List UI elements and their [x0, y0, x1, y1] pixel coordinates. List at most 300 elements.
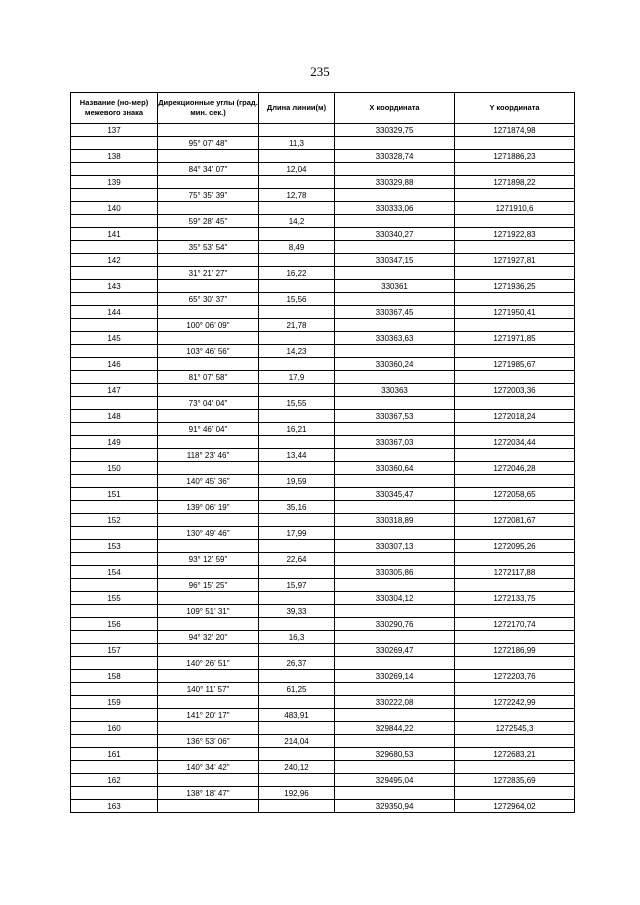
table-row	[71, 423, 575, 436]
y-coordinate-cell-empty	[455, 345, 575, 358]
point-name-cell: 161	[71, 748, 158, 761]
table-header-row	[71, 93, 575, 124]
table-row	[71, 618, 575, 631]
x-coordinate-cell-empty	[335, 319, 455, 332]
length-cell-empty	[259, 280, 335, 293]
y-coordinate-cell-empty	[455, 579, 575, 592]
length-cell-empty	[259, 696, 335, 709]
angle-cell-empty	[158, 774, 259, 787]
direction-angle-cell: 91° 46' 04"	[158, 423, 259, 436]
direction-angle-cell: 31° 21' 27"	[158, 267, 259, 280]
x-coordinate-cell: 330329,75	[335, 124, 455, 137]
x-coordinate-cell: 330269,14	[335, 670, 455, 683]
x-coordinate-cell-empty	[335, 215, 455, 228]
y-coordinate-cell: 1272186,99	[455, 644, 575, 657]
point-name-cell-empty	[71, 319, 158, 332]
x-coordinate-cell-empty	[335, 501, 455, 514]
x-coordinate-cell: 330222,08	[335, 696, 455, 709]
x-coordinate-cell: 330304,12	[335, 592, 455, 605]
direction-angle-cell: 93° 12' 59"	[158, 553, 259, 566]
table-row	[71, 163, 575, 176]
point-name-cell: 144	[71, 306, 158, 319]
length-cell-empty	[259, 670, 335, 683]
angle-cell-empty	[158, 176, 259, 189]
boundary-coordinates-table	[70, 92, 575, 813]
line-length-cell: 39,33	[259, 605, 335, 618]
y-coordinate-cell: 1271910,6	[455, 202, 575, 215]
point-name-cell: 148	[71, 410, 158, 423]
y-coordinate-cell-empty	[455, 501, 575, 514]
y-coordinate-cell-empty	[455, 475, 575, 488]
line-length-cell: 13,44	[259, 449, 335, 462]
point-name-cell-empty	[71, 293, 158, 306]
direction-angle-cell: 136° 53' 06"	[158, 735, 259, 748]
angle-cell-empty	[158, 332, 259, 345]
angle-cell-empty	[158, 410, 259, 423]
length-cell-empty	[259, 358, 335, 371]
y-coordinate-cell: 1272170,74	[455, 618, 575, 631]
length-cell-empty	[259, 124, 335, 137]
x-coordinate-cell: 330290,76	[335, 618, 455, 631]
point-name-cell-empty	[71, 579, 158, 592]
table-row	[71, 293, 575, 306]
angle-cell-empty	[158, 592, 259, 605]
point-name-cell-empty	[71, 683, 158, 696]
y-coordinate-cell: 1272003,36	[455, 384, 575, 397]
direction-angle-cell: 140° 11' 57"	[158, 683, 259, 696]
line-length-cell: 16,22	[259, 267, 335, 280]
line-length-cell: 240,12	[259, 761, 335, 774]
x-coordinate-cell-empty	[335, 371, 455, 384]
header-x-coordinate: X координата	[335, 93, 455, 124]
length-cell-empty	[259, 306, 335, 319]
angle-cell-empty	[158, 618, 259, 631]
angle-cell-empty	[158, 436, 259, 449]
point-name-cell: 159	[71, 696, 158, 709]
angle-cell-empty	[158, 514, 259, 527]
direction-angle-cell: 96° 15' 25"	[158, 579, 259, 592]
x-coordinate-cell-empty	[335, 735, 455, 748]
point-name-cell: 154	[71, 566, 158, 579]
y-coordinate-cell: 1271936,25	[455, 280, 575, 293]
length-cell-empty	[259, 332, 335, 345]
line-length-cell: 26,37	[259, 657, 335, 670]
table-row	[71, 800, 575, 813]
point-name-cell-empty	[71, 371, 158, 384]
x-coordinate-cell-empty	[335, 579, 455, 592]
table-row	[71, 345, 575, 358]
table-row	[71, 306, 575, 319]
table-row	[71, 267, 575, 280]
point-name-cell: 157	[71, 644, 158, 657]
y-coordinate-cell: 1272835,69	[455, 774, 575, 787]
x-coordinate-cell-empty	[335, 683, 455, 696]
y-coordinate-cell: 1271886,23	[455, 150, 575, 163]
table-row	[71, 124, 575, 137]
point-name-cell-empty	[71, 631, 158, 644]
x-coordinate-cell-empty	[335, 449, 455, 462]
table-row	[71, 332, 575, 345]
line-length-cell: 8,49	[259, 241, 335, 254]
table-row	[71, 137, 575, 150]
direction-angle-cell: 140° 34' 42"	[158, 761, 259, 774]
y-coordinate-cell-empty	[455, 735, 575, 748]
x-coordinate-cell-empty	[335, 189, 455, 202]
point-name-cell-empty	[71, 163, 158, 176]
table-row	[71, 670, 575, 683]
x-coordinate-cell-empty	[335, 475, 455, 488]
direction-angle-cell: 139° 06' 19"	[158, 501, 259, 514]
y-coordinate-cell-empty	[455, 397, 575, 410]
line-length-cell: 15,55	[259, 397, 335, 410]
point-name-cell: 147	[71, 384, 158, 397]
angle-cell-empty	[158, 800, 259, 813]
direction-angle-cell: 59° 28' 45"	[158, 215, 259, 228]
length-cell-empty	[259, 462, 335, 475]
table-row	[71, 735, 575, 748]
x-coordinate-cell-empty	[335, 709, 455, 722]
x-coordinate-cell-empty	[335, 631, 455, 644]
angle-cell-empty	[158, 280, 259, 293]
length-cell-empty	[259, 410, 335, 423]
point-name-cell-empty	[71, 345, 158, 358]
table-row	[71, 358, 575, 371]
x-coordinate-cell: 330361	[335, 280, 455, 293]
length-cell-empty	[259, 254, 335, 267]
table-row	[71, 579, 575, 592]
line-length-cell: 214,04	[259, 735, 335, 748]
direction-angle-cell: 95° 07' 48"	[158, 137, 259, 150]
point-name-cell: 140	[71, 202, 158, 215]
y-coordinate-cell: 1272203,76	[455, 670, 575, 683]
length-cell-empty	[259, 540, 335, 553]
angle-cell-empty	[158, 150, 259, 163]
length-cell-empty	[259, 202, 335, 215]
angle-cell-empty	[158, 202, 259, 215]
point-name-cell-empty	[71, 709, 158, 722]
x-coordinate-cell: 330269,47	[335, 644, 455, 657]
y-coordinate-cell-empty	[455, 189, 575, 202]
line-length-cell: 192,96	[259, 787, 335, 800]
line-length-cell: 11,3	[259, 137, 335, 150]
x-coordinate-cell-empty	[335, 787, 455, 800]
direction-angle-cell: 73° 04' 04"	[158, 397, 259, 410]
x-coordinate-cell: 330367,03	[335, 436, 455, 449]
table-row	[71, 501, 575, 514]
line-length-cell: 12,04	[259, 163, 335, 176]
point-name-cell: 145	[71, 332, 158, 345]
table-row	[71, 436, 575, 449]
point-name-cell: 151	[71, 488, 158, 501]
direction-angle-cell: 140° 26' 51"	[158, 657, 259, 670]
angle-cell-empty	[158, 254, 259, 267]
table-row	[71, 553, 575, 566]
x-coordinate-cell: 329350,94	[335, 800, 455, 813]
length-cell-empty	[259, 722, 335, 735]
direction-angle-cell: 35° 53' 54"	[158, 241, 259, 254]
direction-angle-cell: 118° 23' 46"	[158, 449, 259, 462]
x-coordinate-cell-empty	[335, 605, 455, 618]
y-coordinate-cell-empty	[455, 657, 575, 670]
point-name-cell: 150	[71, 462, 158, 475]
point-name-cell-empty	[71, 605, 158, 618]
point-name-cell-empty	[71, 735, 158, 748]
table-row	[71, 228, 575, 241]
x-coordinate-cell: 330333,06	[335, 202, 455, 215]
point-name-cell-empty	[71, 215, 158, 228]
angle-cell-empty	[158, 462, 259, 475]
angle-cell-empty	[158, 124, 259, 137]
x-coordinate-cell: 330329,88	[335, 176, 455, 189]
x-coordinate-cell-empty	[335, 761, 455, 774]
x-coordinate-cell-empty	[335, 553, 455, 566]
y-coordinate-cell: 1271950,41	[455, 306, 575, 319]
length-cell-empty	[259, 228, 335, 241]
x-coordinate-cell: 330360,24	[335, 358, 455, 371]
x-coordinate-cell: 330360,64	[335, 462, 455, 475]
angle-cell-empty	[158, 644, 259, 657]
x-coordinate-cell: 329495,04	[335, 774, 455, 787]
table-row	[71, 475, 575, 488]
y-coordinate-cell: 1272545,3	[455, 722, 575, 735]
table-row	[71, 319, 575, 332]
angle-cell-empty	[158, 566, 259, 579]
table-row	[71, 683, 575, 696]
line-length-cell: 35,16	[259, 501, 335, 514]
y-coordinate-cell: 1272058,65	[455, 488, 575, 501]
point-name-cell-empty	[71, 189, 158, 202]
header-point-name: Название (но-мер) межевого знака	[71, 93, 158, 124]
y-coordinate-cell: 1271971,85	[455, 332, 575, 345]
point-name-cell-empty	[71, 553, 158, 566]
table-row	[71, 696, 575, 709]
y-coordinate-cell: 1272683,21	[455, 748, 575, 761]
line-length-cell: 14,2	[259, 215, 335, 228]
y-coordinate-cell-empty	[455, 553, 575, 566]
length-cell-empty	[259, 592, 335, 605]
point-name-cell-empty	[71, 761, 158, 774]
header-line-length: Длина линии(м)	[259, 93, 335, 124]
point-name-cell: 143	[71, 280, 158, 293]
y-coordinate-cell: 1272081,67	[455, 514, 575, 527]
table-row	[71, 241, 575, 254]
point-name-cell: 149	[71, 436, 158, 449]
length-cell-empty	[259, 618, 335, 631]
x-coordinate-cell: 330328,74	[335, 150, 455, 163]
y-coordinate-cell-empty	[455, 449, 575, 462]
point-name-cell: 141	[71, 228, 158, 241]
y-coordinate-cell-empty	[455, 319, 575, 332]
table-row	[71, 540, 575, 553]
y-coordinate-cell-empty	[455, 163, 575, 176]
direction-angle-cell: 81° 07' 58"	[158, 371, 259, 384]
direction-angle-cell: 103° 46' 56"	[158, 345, 259, 358]
line-length-cell: 22,64	[259, 553, 335, 566]
length-cell-empty	[259, 800, 335, 813]
table-row	[71, 150, 575, 163]
point-name-cell-empty	[71, 501, 158, 514]
point-name-cell: 138	[71, 150, 158, 163]
table-row	[71, 488, 575, 501]
x-coordinate-cell: 330307,13	[335, 540, 455, 553]
line-length-cell: 15,56	[259, 293, 335, 306]
table-row	[71, 254, 575, 267]
length-cell-empty	[259, 774, 335, 787]
y-coordinate-cell: 1272046,28	[455, 462, 575, 475]
line-length-cell: 19,59	[259, 475, 335, 488]
point-name-cell-empty	[71, 397, 158, 410]
y-coordinate-cell-empty	[455, 267, 575, 280]
y-coordinate-cell: 1272117,88	[455, 566, 575, 579]
table-row	[71, 605, 575, 618]
length-cell-empty	[259, 384, 335, 397]
y-coordinate-cell: 1271927,81	[455, 254, 575, 267]
point-name-cell: 142	[71, 254, 158, 267]
length-cell-empty	[259, 150, 335, 163]
point-name-cell: 137	[71, 124, 158, 137]
point-name-cell: 155	[71, 592, 158, 605]
y-coordinate-cell: 1272034,44	[455, 436, 575, 449]
direction-angle-cell: 141° 20' 17"	[158, 709, 259, 722]
x-coordinate-cell-empty	[335, 397, 455, 410]
header-y-coordinate: Y координата	[455, 93, 575, 124]
point-name-cell-empty	[71, 423, 158, 436]
point-name-cell-empty	[71, 527, 158, 540]
y-coordinate-cell: 1272242,99	[455, 696, 575, 709]
point-name-cell: 152	[71, 514, 158, 527]
x-coordinate-cell: 330347,15	[335, 254, 455, 267]
header-direction-angle: Дирекционные углы (град. мин. сек.)	[158, 93, 259, 124]
point-name-cell-empty	[71, 475, 158, 488]
y-coordinate-cell: 1271874,98	[455, 124, 575, 137]
table-row	[71, 189, 575, 202]
y-coordinate-cell: 1272133,75	[455, 592, 575, 605]
length-cell-empty	[259, 566, 335, 579]
y-coordinate-cell-empty	[455, 761, 575, 774]
line-length-cell: 17,99	[259, 527, 335, 540]
x-coordinate-cell-empty	[335, 657, 455, 670]
point-name-cell: 153	[71, 540, 158, 553]
y-coordinate-cell-empty	[455, 527, 575, 540]
point-name-cell-empty	[71, 137, 158, 150]
direction-angle-cell: 140° 45' 36"	[158, 475, 259, 488]
length-cell-empty	[259, 514, 335, 527]
line-length-cell: 15,97	[259, 579, 335, 592]
table-row	[71, 631, 575, 644]
y-coordinate-cell-empty	[455, 215, 575, 228]
x-coordinate-cell: 330363	[335, 384, 455, 397]
table-row	[71, 462, 575, 475]
y-coordinate-cell-empty	[455, 137, 575, 150]
x-coordinate-cell: 330345,47	[335, 488, 455, 501]
y-coordinate-cell-empty	[455, 787, 575, 800]
length-cell-empty	[259, 436, 335, 449]
line-length-cell: 61,25	[259, 683, 335, 696]
x-coordinate-cell: 330340,27	[335, 228, 455, 241]
direction-angle-cell: 94° 32' 20"	[158, 631, 259, 644]
direction-angle-cell: 84° 34' 07"	[158, 163, 259, 176]
y-coordinate-cell-empty	[455, 423, 575, 436]
y-coordinate-cell-empty	[455, 631, 575, 644]
direction-angle-cell: 100° 06' 09"	[158, 319, 259, 332]
table-row	[71, 202, 575, 215]
x-coordinate-cell-empty	[335, 527, 455, 540]
table-row	[71, 787, 575, 800]
point-name-cell-empty	[71, 449, 158, 462]
table-row	[71, 215, 575, 228]
x-coordinate-cell: 330318,89	[335, 514, 455, 527]
table-row	[71, 527, 575, 540]
table-row	[71, 644, 575, 657]
point-name-cell: 158	[71, 670, 158, 683]
direction-angle-cell: 138° 18' 47"	[158, 787, 259, 800]
x-coordinate-cell-empty	[335, 423, 455, 436]
y-coordinate-cell: 1271985,67	[455, 358, 575, 371]
line-length-cell: 483,91	[259, 709, 335, 722]
table-row	[71, 722, 575, 735]
table-row	[71, 514, 575, 527]
y-coordinate-cell-empty	[455, 241, 575, 254]
line-length-cell: 17,9	[259, 371, 335, 384]
table-row	[71, 761, 575, 774]
angle-cell-empty	[158, 228, 259, 241]
line-length-cell: 21,78	[259, 319, 335, 332]
x-coordinate-cell: 330367,53	[335, 410, 455, 423]
x-coordinate-cell-empty	[335, 241, 455, 254]
table-row	[71, 449, 575, 462]
x-coordinate-cell-empty	[335, 163, 455, 176]
x-coordinate-cell-empty	[335, 293, 455, 306]
angle-cell-empty	[158, 696, 259, 709]
line-length-cell: 14,23	[259, 345, 335, 358]
line-length-cell: 12,78	[259, 189, 335, 202]
y-coordinate-cell: 1272964,02	[455, 800, 575, 813]
table-row	[71, 280, 575, 293]
table-row	[71, 176, 575, 189]
point-name-cell-empty	[71, 787, 158, 800]
table-row	[71, 592, 575, 605]
x-coordinate-cell-empty	[335, 137, 455, 150]
direction-angle-cell: 65° 30' 37"	[158, 293, 259, 306]
angle-cell-empty	[158, 670, 259, 683]
point-name-cell: 163	[71, 800, 158, 813]
angle-cell-empty	[158, 748, 259, 761]
x-coordinate-cell: 330363,63	[335, 332, 455, 345]
angle-cell-empty	[158, 384, 259, 397]
line-length-cell: 16,3	[259, 631, 335, 644]
line-length-cell: 16,21	[259, 423, 335, 436]
direction-angle-cell: 75° 35' 39"	[158, 189, 259, 202]
y-coordinate-cell-empty	[455, 683, 575, 696]
x-coordinate-cell: 330367,45	[335, 306, 455, 319]
table-row	[71, 384, 575, 397]
table-row	[71, 774, 575, 787]
point-name-cell: 139	[71, 176, 158, 189]
x-coordinate-cell-empty	[335, 267, 455, 280]
point-name-cell: 160	[71, 722, 158, 735]
y-coordinate-cell-empty	[455, 293, 575, 306]
y-coordinate-cell: 1272095,26	[455, 540, 575, 553]
x-coordinate-cell: 329844,22	[335, 722, 455, 735]
angle-cell-empty	[158, 488, 259, 501]
y-coordinate-cell: 1271898,22	[455, 176, 575, 189]
angle-cell-empty	[158, 540, 259, 553]
x-coordinate-cell: 330305,86	[335, 566, 455, 579]
angle-cell-empty	[158, 358, 259, 371]
y-coordinate-cell: 1271922,83	[455, 228, 575, 241]
y-coordinate-cell-empty	[455, 605, 575, 618]
length-cell-empty	[259, 644, 335, 657]
